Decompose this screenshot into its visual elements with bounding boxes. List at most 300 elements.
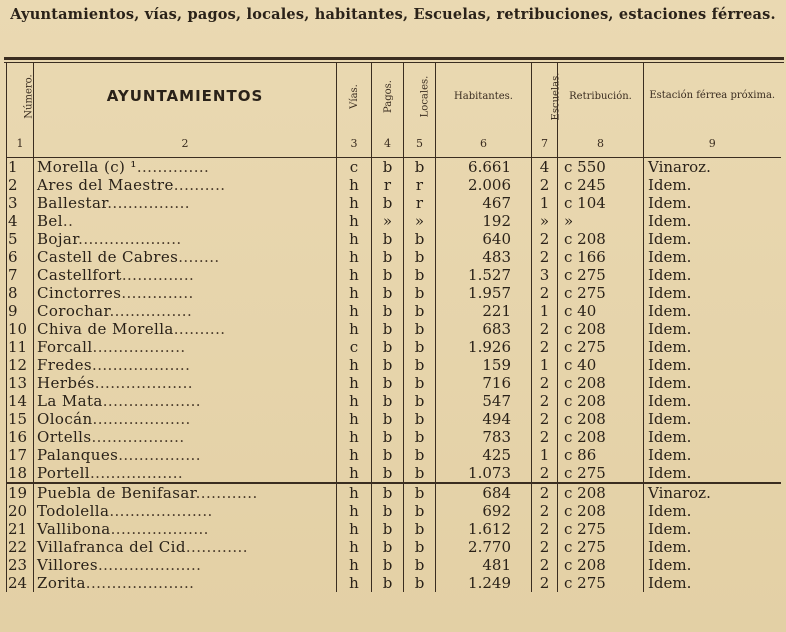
vias-cell: h — [337, 194, 372, 212]
table-row — [7, 574, 781, 592]
locales-cell: b — [404, 356, 436, 374]
locales-cell: b — [404, 230, 436, 248]
municipality-label: Vallibona — [37, 520, 111, 538]
col-number: 6 — [436, 129, 532, 158]
habitantes-cell: 481 — [436, 556, 532, 574]
estacion-cell: Idem. — [644, 428, 781, 446]
municipality-name — [34, 574, 337, 592]
retribucion-cell: c 275 — [558, 464, 644, 483]
table-row — [7, 194, 781, 212]
table-row — [7, 356, 781, 374]
dot-leader: ................... — [110, 520, 209, 538]
retribucion-cell: c 208 — [558, 556, 644, 574]
estacion-cell: Idem. — [644, 230, 781, 248]
habitantes-cell: 1.926 — [436, 338, 532, 356]
pagos-cell: b — [372, 338, 404, 356]
col-header-pagos: Pagos. — [372, 63, 404, 129]
municipality-name — [34, 464, 337, 483]
locales-cell: r — [404, 176, 436, 194]
municipality-label: Corochar — [37, 302, 110, 320]
dot-leader: ................ — [109, 302, 193, 320]
vias-cell: c — [337, 338, 372, 356]
estacion-cell: Vinaroz. — [644, 483, 781, 502]
row-number: 14 — [7, 392, 34, 410]
retribucion-cell: c 40 — [558, 302, 644, 320]
col-number: 9 — [644, 129, 781, 158]
pagos-cell: b — [372, 266, 404, 284]
municipality-name — [34, 266, 337, 284]
escuelas-cell: 2 — [532, 556, 558, 574]
municipality-label: Ares del Maestre — [37, 176, 174, 194]
municipality-label: Cinctorres — [37, 284, 122, 302]
estacion-cell: Idem. — [644, 338, 781, 356]
municipality-name — [34, 158, 337, 177]
vias-cell: h — [337, 483, 372, 502]
municipality-label: Palanques — [37, 446, 119, 464]
municipality-label: Ballestar — [37, 194, 108, 212]
locales-cell: b — [404, 520, 436, 538]
row-number: 4 — [7, 212, 34, 230]
locales-cell: b — [404, 302, 436, 320]
habitantes-cell: 783 — [436, 428, 532, 446]
municipality-label: Bojar — [37, 230, 79, 248]
locales-cell: b — [404, 320, 436, 338]
row-number: 2 — [7, 176, 34, 194]
pagos-cell: b — [372, 464, 404, 483]
escuelas-cell: 2 — [532, 483, 558, 502]
pagos-cell: b — [372, 502, 404, 520]
row-number: 24 — [7, 574, 34, 592]
habitantes-cell: 2.770 — [436, 538, 532, 556]
locales-cell: b — [404, 538, 436, 556]
retribucion-cell: c 86 — [558, 446, 644, 464]
habitantes-cell: 483 — [436, 248, 532, 266]
locales-cell: b — [404, 446, 436, 464]
escuelas-cell: 2 — [532, 338, 558, 356]
vias-cell: h — [337, 248, 372, 266]
col-header-ayuntamientos: AYUNTAMIENTOS — [34, 63, 337, 129]
municipality-label: Villores — [37, 556, 98, 574]
row-number: 19 — [7, 483, 34, 502]
vias-cell: h — [337, 320, 372, 338]
habitantes-cell: 2.006 — [436, 176, 532, 194]
dot-leader: ................ — [107, 194, 190, 212]
vias-cell: h — [337, 446, 372, 464]
col-number: 5 — [404, 129, 436, 158]
pagos-cell: » — [372, 212, 404, 230]
retribucion-cell: » — [558, 212, 644, 230]
estacion-cell: Idem. — [644, 446, 781, 464]
table-row — [7, 483, 781, 502]
retribucion-cell: c 166 — [558, 248, 644, 266]
estacion-cell: Idem. — [644, 320, 781, 338]
escuelas-cell: » — [532, 212, 558, 230]
municipality-name — [34, 392, 337, 410]
municipality-name — [34, 520, 337, 538]
pagos-cell: b — [372, 410, 404, 428]
habitantes-cell: 494 — [436, 410, 532, 428]
escuelas-cell: 2 — [532, 428, 558, 446]
municipality-name — [34, 483, 337, 502]
row-number: 12 — [7, 356, 34, 374]
habitantes-cell: 692 — [436, 502, 532, 520]
estacion-cell: Idem. — [644, 266, 781, 284]
vias-cell: h — [337, 410, 372, 428]
municipality-label: Castellfort — [37, 266, 122, 284]
retribucion-cell: c 104 — [558, 194, 644, 212]
row-number: 8 — [7, 284, 34, 302]
row-number: 21 — [7, 520, 34, 538]
municipality-label: Zorita — [37, 574, 86, 592]
dot-leader: .. — [62, 212, 74, 230]
dot-leader: .............. — [121, 284, 194, 302]
municipality-label: Castell de Cabres — [37, 248, 179, 266]
table-row — [7, 284, 781, 302]
municipality-label: Herbés — [37, 374, 95, 392]
table-row — [7, 464, 781, 483]
habitantes-cell: 1.957 — [436, 284, 532, 302]
table-row — [7, 502, 781, 520]
municipality-name — [34, 302, 337, 320]
escuelas-cell: 2 — [532, 464, 558, 483]
row-number: 18 — [7, 464, 34, 483]
vias-cell: h — [337, 428, 372, 446]
estacion-cell: Idem. — [644, 502, 781, 520]
locales-cell: » — [404, 212, 436, 230]
retribucion-cell: c 275 — [558, 538, 644, 556]
escuelas-cell: 2 — [532, 248, 558, 266]
row-number: 13 — [7, 374, 34, 392]
locales-cell: b — [404, 556, 436, 574]
dot-leader: .................... — [97, 556, 202, 574]
table-row — [7, 248, 781, 266]
habitantes-cell: 1.073 — [436, 464, 532, 483]
dot-leader: ................ — [118, 446, 201, 464]
dot-leader: ........ — [178, 248, 220, 266]
locales-cell: b — [404, 574, 436, 592]
table-row — [7, 520, 781, 538]
municipality-name — [34, 502, 337, 520]
pagos-cell: b — [372, 374, 404, 392]
table-row — [7, 538, 781, 556]
retribucion-cell: c 245 — [558, 176, 644, 194]
retribucion-cell: c 275 — [558, 520, 644, 538]
habitantes-cell: 684 — [436, 483, 532, 502]
escuelas-cell: 2 — [532, 520, 558, 538]
vias-cell: h — [337, 230, 372, 248]
estacion-cell: Idem. — [644, 464, 781, 483]
municipality-name — [34, 374, 337, 392]
row-number: 3 — [7, 194, 34, 212]
table-row — [7, 212, 781, 230]
escuelas-cell: 2 — [532, 176, 558, 194]
municipality-name — [34, 356, 337, 374]
municipality-label: Olocán — [37, 410, 93, 428]
dot-leader: .................... — [78, 230, 182, 248]
estacion-cell: Idem. — [644, 520, 781, 538]
estacion-cell: Vinaroz. — [644, 158, 781, 177]
pagos-cell: b — [372, 392, 404, 410]
col-header-escuelas: Escuelas. — [532, 63, 558, 129]
vias-cell: h — [337, 392, 372, 410]
municipality-label: La Mata — [37, 392, 103, 410]
estacion-cell: Idem. — [644, 374, 781, 392]
vias-cell: h — [337, 176, 372, 194]
retribucion-cell: c 275 — [558, 574, 644, 592]
pagos-cell: b — [372, 538, 404, 556]
pagos-cell: b — [372, 483, 404, 502]
locales-cell: b — [404, 158, 436, 177]
estacion-cell: Idem. — [644, 248, 781, 266]
vias-cell: h — [337, 302, 372, 320]
col-number: 4 — [372, 129, 404, 158]
row-number: 22 — [7, 538, 34, 556]
table-row — [7, 392, 781, 410]
table-row — [7, 230, 781, 248]
escuelas-cell: 1 — [532, 194, 558, 212]
col-number: 7 — [532, 129, 558, 158]
dot-leader: ............ — [185, 538, 248, 556]
retribucion-cell: c 208 — [558, 320, 644, 338]
municipality-name — [34, 338, 337, 356]
pagos-cell: b — [372, 320, 404, 338]
escuelas-cell: 1 — [532, 302, 558, 320]
vias-cell: h — [337, 520, 372, 538]
habitantes-cell: 1.249 — [436, 574, 532, 592]
retribucion-cell: c 275 — [558, 338, 644, 356]
estacion-cell: Idem. — [644, 194, 781, 212]
col-header-habitantes: Habitantes. — [436, 63, 532, 129]
habitantes-cell: 159 — [436, 356, 532, 374]
vias-cell: h — [337, 284, 372, 302]
retribucion-cell: c 208 — [558, 374, 644, 392]
municipality-name — [34, 320, 337, 338]
estacion-cell: Idem. — [644, 574, 781, 592]
municipality-label: Puebla de Benifasar — [37, 484, 196, 502]
habitantes-cell: 425 — [436, 446, 532, 464]
estacion-cell: Idem. — [644, 176, 781, 194]
vias-cell: h — [337, 502, 372, 520]
column-number-row — [7, 129, 781, 158]
escuelas-cell: 2 — [532, 574, 558, 592]
retribucion-cell: c 208 — [558, 428, 644, 446]
estacion-cell: Idem. — [644, 356, 781, 374]
pagos-cell: b — [372, 230, 404, 248]
row-number: 20 — [7, 502, 34, 520]
col-number: 8 — [558, 129, 644, 158]
pagos-cell: b — [372, 302, 404, 320]
pagos-cell: b — [372, 520, 404, 538]
municipality-name — [34, 248, 337, 266]
header-row — [7, 63, 781, 129]
row-number: 17 — [7, 446, 34, 464]
locales-cell: b — [404, 483, 436, 502]
retribucion-cell: c 208 — [558, 230, 644, 248]
dot-leader: ................... — [92, 356, 191, 374]
municipality-name — [34, 556, 337, 574]
municipality-name — [34, 230, 337, 248]
dot-leader: ................... — [92, 410, 191, 428]
col-header-locales: Locales. — [404, 63, 436, 129]
locales-cell: b — [404, 428, 436, 446]
vias-cell: h — [337, 556, 372, 574]
escuelas-cell: 2 — [532, 502, 558, 520]
table-row — [7, 556, 781, 574]
municipality-label: Bel — [37, 212, 63, 230]
habitantes-cell: 640 — [436, 230, 532, 248]
locales-cell: b — [404, 248, 436, 266]
municipality-name — [34, 446, 337, 464]
escuelas-cell: 2 — [532, 284, 558, 302]
table-row — [7, 428, 781, 446]
escuelas-cell: 2 — [532, 374, 558, 392]
pagos-cell: b — [372, 446, 404, 464]
row-number: 11 — [7, 338, 34, 356]
dot-leader: .................... — [109, 502, 213, 520]
pagos-cell: b — [372, 194, 404, 212]
pagos-cell: b — [372, 158, 404, 177]
table-row — [7, 302, 781, 320]
retribucion-cell: c 275 — [558, 284, 644, 302]
locales-cell: b — [404, 502, 436, 520]
pagos-cell: b — [372, 284, 404, 302]
habitantes-cell: 192 — [436, 212, 532, 230]
habitantes-cell: 221 — [436, 302, 532, 320]
municipality-name — [34, 212, 337, 230]
vias-cell: h — [337, 212, 372, 230]
table-row — [7, 338, 781, 356]
locales-cell: b — [404, 338, 436, 356]
table-row — [7, 374, 781, 392]
dot-leader: .................. — [92, 338, 186, 356]
locales-cell: b — [404, 374, 436, 392]
row-number: 6 — [7, 248, 34, 266]
table-row — [7, 410, 781, 428]
dot-leader: .................. — [90, 464, 184, 482]
municipality-name — [34, 284, 337, 302]
estacion-cell: Idem. — [644, 302, 781, 320]
dot-leader: ................... — [94, 374, 193, 392]
escuelas-cell: 1 — [532, 446, 558, 464]
dot-leader: ..................... — [85, 574, 195, 592]
municipality-name — [34, 194, 337, 212]
pagos-cell: b — [372, 248, 404, 266]
municipality-label: Chiva de Morella — [37, 320, 174, 338]
habitantes-cell: 467 — [436, 194, 532, 212]
pagos-cell: r — [372, 176, 404, 194]
habitantes-cell: 547 — [436, 392, 532, 410]
pagos-cell: b — [372, 574, 404, 592]
municipality-name — [34, 428, 337, 446]
escuelas-cell: 2 — [532, 230, 558, 248]
estacion-cell: Idem. — [644, 538, 781, 556]
col-header-retribucion: Retribución. — [558, 63, 644, 129]
page-title: Ayuntamientos, vías, pagos, locales, habitantes, Escuelas, retribuciones, estaciones férreas. — [10, 6, 776, 23]
row-number: 23 — [7, 556, 34, 574]
dot-leader: ................... — [102, 392, 201, 410]
row-number: 15 — [7, 410, 34, 428]
top-rule — [4, 57, 784, 60]
escuelas-cell: 2 — [532, 538, 558, 556]
estacion-cell: Idem. — [644, 392, 781, 410]
escuelas-cell: 2 — [532, 410, 558, 428]
locales-cell: b — [404, 464, 436, 483]
locales-cell: b — [404, 410, 436, 428]
estacion-cell: Idem. — [644, 212, 781, 230]
locales-cell: b — [404, 284, 436, 302]
estacion-cell: Idem. — [644, 284, 781, 302]
escuelas-cell: 1 — [532, 356, 558, 374]
municipality-label: Morella (c) ¹ — [37, 158, 137, 176]
municipality-label: Ortells — [37, 428, 92, 446]
retribucion-cell: c 208 — [558, 410, 644, 428]
locales-cell: b — [404, 392, 436, 410]
pagos-cell: b — [372, 556, 404, 574]
escuelas-cell: 3 — [532, 266, 558, 284]
table-row — [7, 158, 781, 177]
habitantes-cell: 683 — [436, 320, 532, 338]
habitantes-cell: 6.661 — [436, 158, 532, 177]
municipality-label: Portell — [37, 464, 90, 482]
dot-leader: .............. — [136, 158, 210, 176]
pagos-cell: b — [372, 428, 404, 446]
locales-cell: b — [404, 266, 436, 284]
retribucion-cell: c 208 — [558, 483, 644, 502]
col-number: 2 — [34, 129, 337, 158]
pagos-cell: b — [372, 356, 404, 374]
estacion-cell: Idem. — [644, 556, 781, 574]
municipality-name — [34, 538, 337, 556]
retribucion-cell: c 40 — [558, 356, 644, 374]
vias-cell: h — [337, 538, 372, 556]
table-row — [7, 320, 781, 338]
row-number: 5 — [7, 230, 34, 248]
row-number: 10 — [7, 320, 34, 338]
municipality-name — [34, 176, 337, 194]
escuelas-cell: 2 — [532, 392, 558, 410]
col-number: 1 — [7, 129, 34, 158]
vias-cell: c — [337, 158, 372, 177]
municipality-label: Fredes — [37, 356, 93, 374]
retribucion-cell: c 550 — [558, 158, 644, 177]
habitantes-cell: 716 — [436, 374, 532, 392]
retribucion-cell: c 275 — [558, 266, 644, 284]
dot-leader: .................. — [91, 428, 185, 446]
vias-cell: h — [337, 356, 372, 374]
col-header-estacion: Estación férrea próxima. — [644, 63, 781, 129]
table-row — [7, 176, 781, 194]
retribucion-cell: c 208 — [558, 392, 644, 410]
municipality-label: Forcall — [37, 338, 93, 356]
vias-cell: h — [337, 374, 372, 392]
dot-leader: .......... — [173, 320, 226, 338]
vias-cell: h — [337, 266, 372, 284]
vias-cell: h — [337, 574, 372, 592]
table-row — [7, 446, 781, 464]
row-number: 1 — [7, 158, 34, 177]
dot-leader: ............ — [195, 484, 258, 502]
retribucion-cell: c 208 — [558, 502, 644, 520]
dot-leader: .............. — [121, 266, 195, 284]
habitantes-cell: 1.527 — [436, 266, 532, 284]
municipality-label: Villafranca del Cid — [37, 538, 186, 556]
escuelas-cell: 2 — [532, 320, 558, 338]
row-number: 9 — [7, 302, 34, 320]
vias-cell: h — [337, 464, 372, 483]
dot-leader: .......... — [173, 176, 226, 194]
habitantes-cell: 1.612 — [436, 520, 532, 538]
escuelas-cell: 4 — [532, 158, 558, 177]
